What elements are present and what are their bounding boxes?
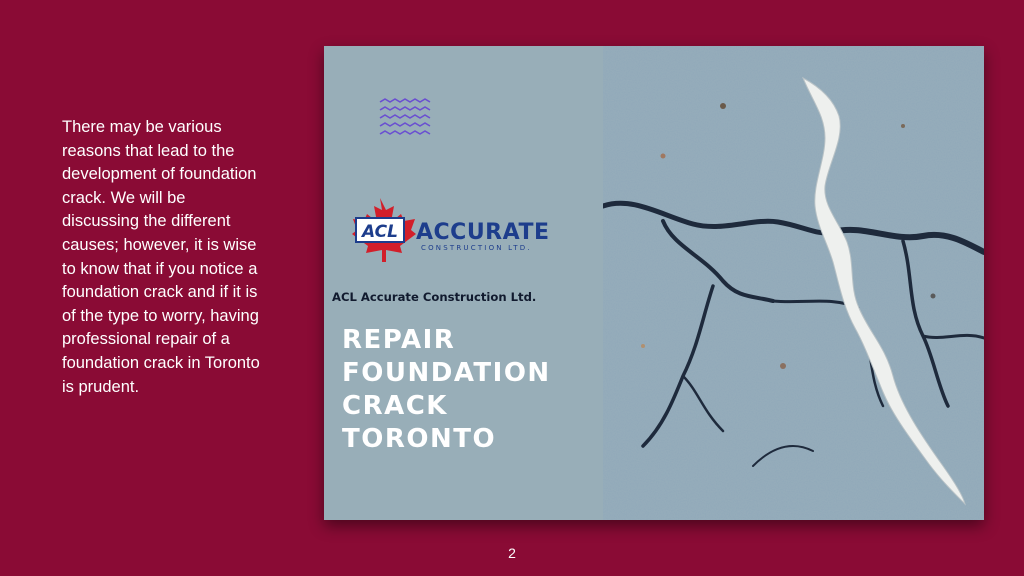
headline-line: TORONTO xyxy=(342,424,497,454)
promo-image-card xyxy=(324,46,984,520)
headline-line: CRACK xyxy=(342,391,448,421)
headline xyxy=(342,324,551,456)
logo-tagline: CONSTRUCTION LTD. xyxy=(421,244,532,252)
headline-line: REPAIR xyxy=(342,325,456,355)
logo-monogram: ACL xyxy=(362,222,398,242)
page-number: 2 xyxy=(508,545,516,561)
company-name: ACL Accurate Construction Ltd. xyxy=(332,290,537,304)
text-panel xyxy=(324,46,603,520)
concrete-crack-photo xyxy=(603,46,984,520)
body-paragraph: There may be various reasons that lead to the development of foundation crack. We will be discussing the different causes; however, it is wise to know that if you notice a foundation crack and if it is of the type to worry, having professional repair of a foundation crack in Toronto is prudent. xyxy=(62,118,260,396)
maple-leaf-icon xyxy=(342,196,418,264)
zigzag-waves-icon xyxy=(378,98,434,140)
logo-company-name: ACCURATE xyxy=(416,220,550,245)
headline-line: FOUNDATION xyxy=(342,358,551,388)
